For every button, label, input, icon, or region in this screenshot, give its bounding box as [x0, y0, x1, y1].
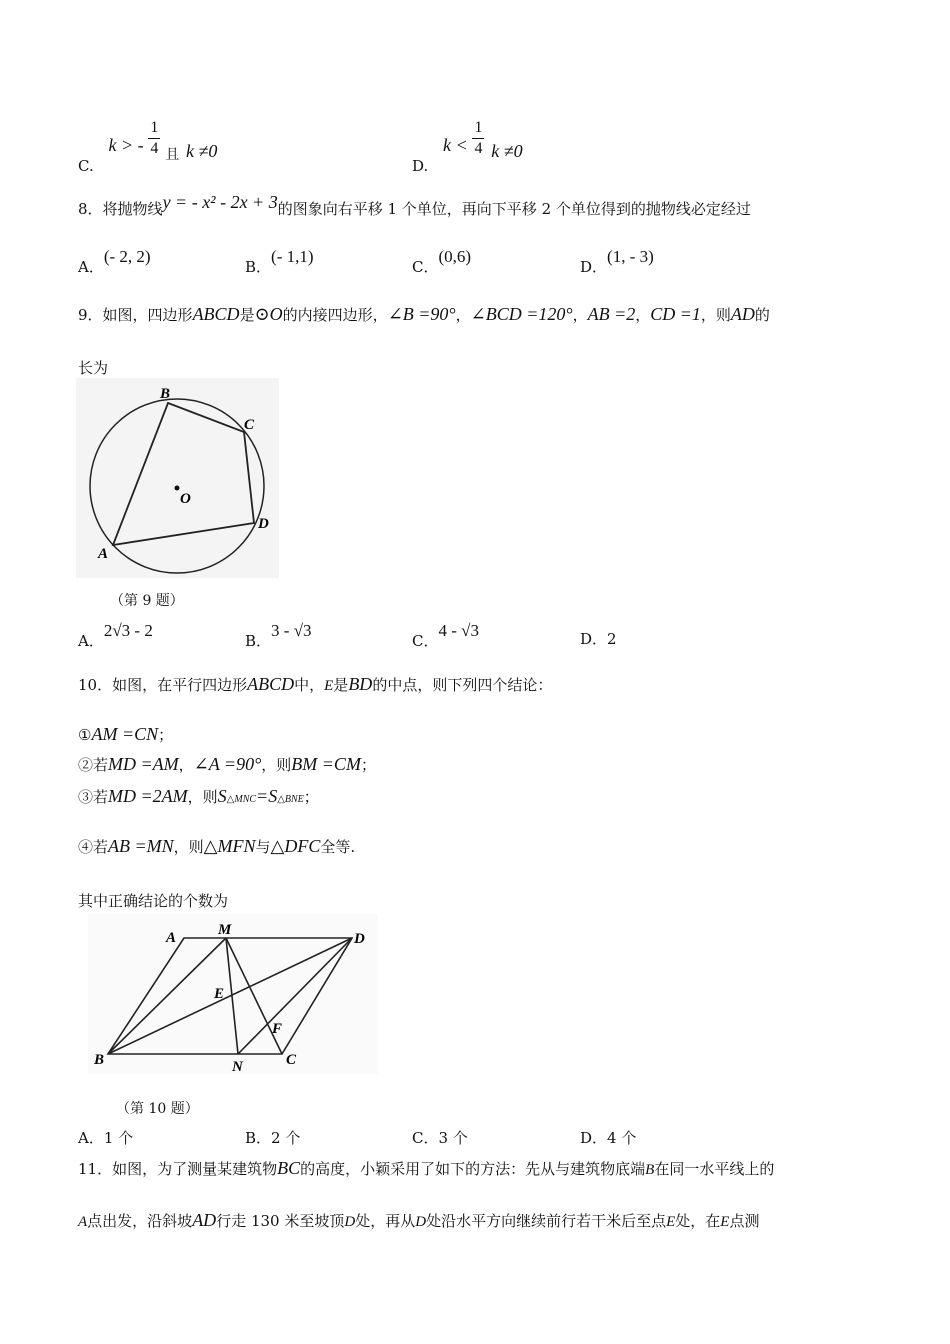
text: ，	[178, 756, 194, 774]
text: 点出发，沿斜坡	[87, 1212, 193, 1230]
option-label: D.	[412, 156, 429, 175]
question-number: 8．	[78, 200, 103, 218]
label-m: M	[218, 922, 232, 938]
q7-c-and: 且	[165, 146, 180, 163]
math: BM =CM	[291, 754, 361, 774]
q10-figure	[88, 914, 378, 1074]
math: E	[720, 1214, 730, 1230]
option-label: B．	[245, 258, 272, 276]
label-n: N	[232, 1059, 243, 1074]
q8-option-d	[580, 246, 654, 276]
text: 如图，在平行四边形	[112, 676, 248, 694]
q10-stem	[78, 674, 552, 695]
text: 与	[255, 838, 271, 856]
math: MD =AM	[108, 754, 179, 774]
option-value: (1, - 3)	[607, 247, 654, 266]
q11-stem-line1	[78, 1158, 774, 1179]
option-label: D．	[580, 630, 608, 648]
option-label: C．	[412, 632, 439, 650]
text: 如图，为了测量某建筑物	[112, 1160, 278, 1178]
math: AB =MN	[108, 836, 174, 856]
text: 行走 130 米至坡顶	[216, 1212, 345, 1230]
label-b: B	[160, 386, 171, 402]
math: △DFC	[270, 836, 321, 856]
option-label: D．	[580, 1129, 608, 1147]
label-e: E	[214, 986, 225, 1002]
option-value: 4 - √3	[438, 621, 479, 640]
option-value: 1 个	[103, 1129, 134, 1147]
q8-formula: y = - x² - 2x + 3	[162, 192, 278, 212]
q8-option-b	[245, 246, 314, 276]
text: 的高度，小颖采用了如下的方法：先从与建筑物底端	[300, 1160, 646, 1178]
text: 处沿水平方向继续前行若干米后至点	[426, 1212, 667, 1230]
fraction-numerator: 1	[148, 118, 160, 139]
math: S	[268, 786, 278, 806]
q9-option-c	[412, 620, 479, 650]
text: ，	[455, 306, 471, 324]
q7-d-right: k ≠0	[491, 140, 523, 161]
text: 是	[333, 676, 349, 694]
math: AB =2	[587, 304, 636, 324]
math: D	[415, 1214, 427, 1230]
fraction-numerator: 1	[472, 118, 484, 139]
option-value: (0,6)	[438, 247, 472, 266]
math: =	[256, 786, 269, 806]
math: CD =1	[650, 304, 701, 324]
q10-caption: （第 10 题）	[116, 1101, 199, 1117]
text: 全等.	[320, 838, 356, 856]
question-number: 9．	[78, 306, 103, 324]
option-value: 2	[607, 630, 617, 648]
text: 的内接四边形，	[282, 306, 388, 324]
label-d: D	[258, 516, 269, 532]
math: AD	[192, 1210, 217, 1230]
text: 的	[754, 306, 770, 324]
math: A	[78, 1214, 88, 1230]
question-number: 10．	[78, 676, 113, 694]
mark: ②若	[78, 756, 109, 774]
q10-option-d	[580, 1127, 636, 1148]
q10-conclusion-3	[78, 786, 319, 807]
label-b: B	[94, 1052, 105, 1068]
math: S	[217, 786, 227, 806]
mark: ①	[78, 726, 92, 744]
text: 点测	[729, 1212, 760, 1230]
math-subscript: △MNC	[226, 794, 257, 805]
text: ，则	[261, 756, 292, 774]
q10-conclusion-4	[78, 836, 355, 857]
q9-option-d	[580, 628, 617, 649]
center-point	[175, 486, 180, 491]
label-d: D	[354, 931, 365, 947]
option-value: 2√3 - 2	[103, 621, 153, 640]
math: ABCD	[192, 304, 240, 324]
text: 处，在	[675, 1212, 721, 1230]
mark: ④若	[78, 838, 109, 856]
q10-conclusion-1	[78, 724, 173, 745]
math: △MFN	[203, 836, 256, 856]
math: ⊙O	[254, 304, 283, 324]
q9-figure	[76, 378, 279, 578]
math-subscript: △BNE	[277, 794, 304, 805]
option-label: A．	[78, 632, 104, 650]
text: 是	[239, 306, 255, 324]
text: 如图，四边形	[102, 306, 193, 324]
math: E	[324, 678, 334, 694]
label-c: C	[244, 417, 255, 433]
option-label: B．	[245, 1129, 272, 1147]
q9-option-a	[78, 620, 153, 650]
label-c: C	[286, 1052, 297, 1068]
option-label: A．	[78, 258, 104, 276]
option-value: 4 个	[607, 1129, 637, 1147]
text: ，	[635, 306, 651, 324]
q9-stem	[78, 304, 770, 325]
question-number: 11．	[78, 1160, 113, 1178]
option-label: C.	[78, 156, 94, 175]
option-value: (- 1,1)	[271, 247, 314, 266]
fraction-denominator: 4	[474, 140, 483, 157]
math: D	[344, 1214, 356, 1230]
math: MD =2AM	[108, 786, 188, 806]
text: ；	[360, 756, 376, 774]
q9-option-b	[245, 620, 312, 650]
q7-option-d	[412, 118, 523, 175]
label-a: A	[166, 930, 177, 946]
q10-option-b	[245, 1127, 300, 1148]
math: ABCD	[247, 674, 295, 694]
q8-text-after: 的图象向右平移 1 个单位，再向下平移 2 个单位得到的抛物线必定经过	[277, 200, 751, 218]
label-o: O	[180, 491, 191, 507]
mark: ③若	[78, 788, 109, 806]
q7-c-right: k ≠0	[185, 140, 218, 161]
math: ∠BCD =120°	[470, 304, 573, 324]
math: AD	[730, 304, 755, 324]
q7-d-left: k <	[443, 134, 468, 155]
q7-c-fraction	[148, 118, 160, 159]
q11-stem-line2	[78, 1210, 759, 1231]
text: ，则	[700, 306, 731, 324]
option-label: C．	[412, 258, 439, 276]
fraction-denominator: 4	[150, 140, 159, 157]
option-value: (- 2, 2)	[103, 247, 151, 266]
option-label: D．	[580, 258, 608, 276]
q10-option-c	[412, 1127, 468, 1148]
label-a: A	[98, 546, 109, 562]
text: ；	[303, 788, 319, 806]
option-value: 3 - √3	[271, 621, 312, 640]
text: 在同一水平线上的	[654, 1160, 775, 1178]
text: ，则	[173, 838, 204, 856]
math: ∠A =90°	[193, 754, 262, 774]
option-label: A．	[78, 1129, 104, 1147]
option-label: C．	[412, 1129, 439, 1147]
q10-option-a	[78, 1127, 133, 1148]
math: B	[645, 1162, 655, 1178]
option-value: 2 个	[271, 1129, 301, 1147]
q7-d-fraction	[472, 118, 484, 159]
math: ∠B =90°	[387, 304, 456, 324]
math: E	[666, 1214, 676, 1230]
q7-c-left: k > -	[108, 134, 144, 155]
q9-caption: （第 9 题）	[110, 593, 184, 609]
text: ，则	[187, 788, 218, 806]
text: 的中点，则下列四个结论：	[372, 676, 553, 694]
text: 处，再从	[355, 1212, 416, 1230]
text: ；	[158, 726, 174, 744]
q9-stem-line2: 长为	[78, 359, 109, 377]
q8-option-a	[78, 246, 151, 276]
q8-text: 将抛物线	[102, 200, 163, 218]
option-label: B．	[245, 632, 272, 650]
math: BD	[348, 674, 373, 694]
math: BC	[277, 1158, 301, 1178]
text: 中，	[294, 676, 325, 694]
option-value: 3 个	[438, 1129, 468, 1147]
q8-stem	[78, 192, 751, 219]
math: AM =CN	[91, 724, 159, 744]
q8-option-c	[412, 246, 472, 276]
q10-ask: 其中正确结论的个数为	[78, 892, 229, 910]
text: ，	[572, 306, 588, 324]
label-f: F	[272, 1021, 283, 1037]
q10-conclusion-2	[78, 754, 376, 775]
q7-option-c	[78, 118, 218, 175]
